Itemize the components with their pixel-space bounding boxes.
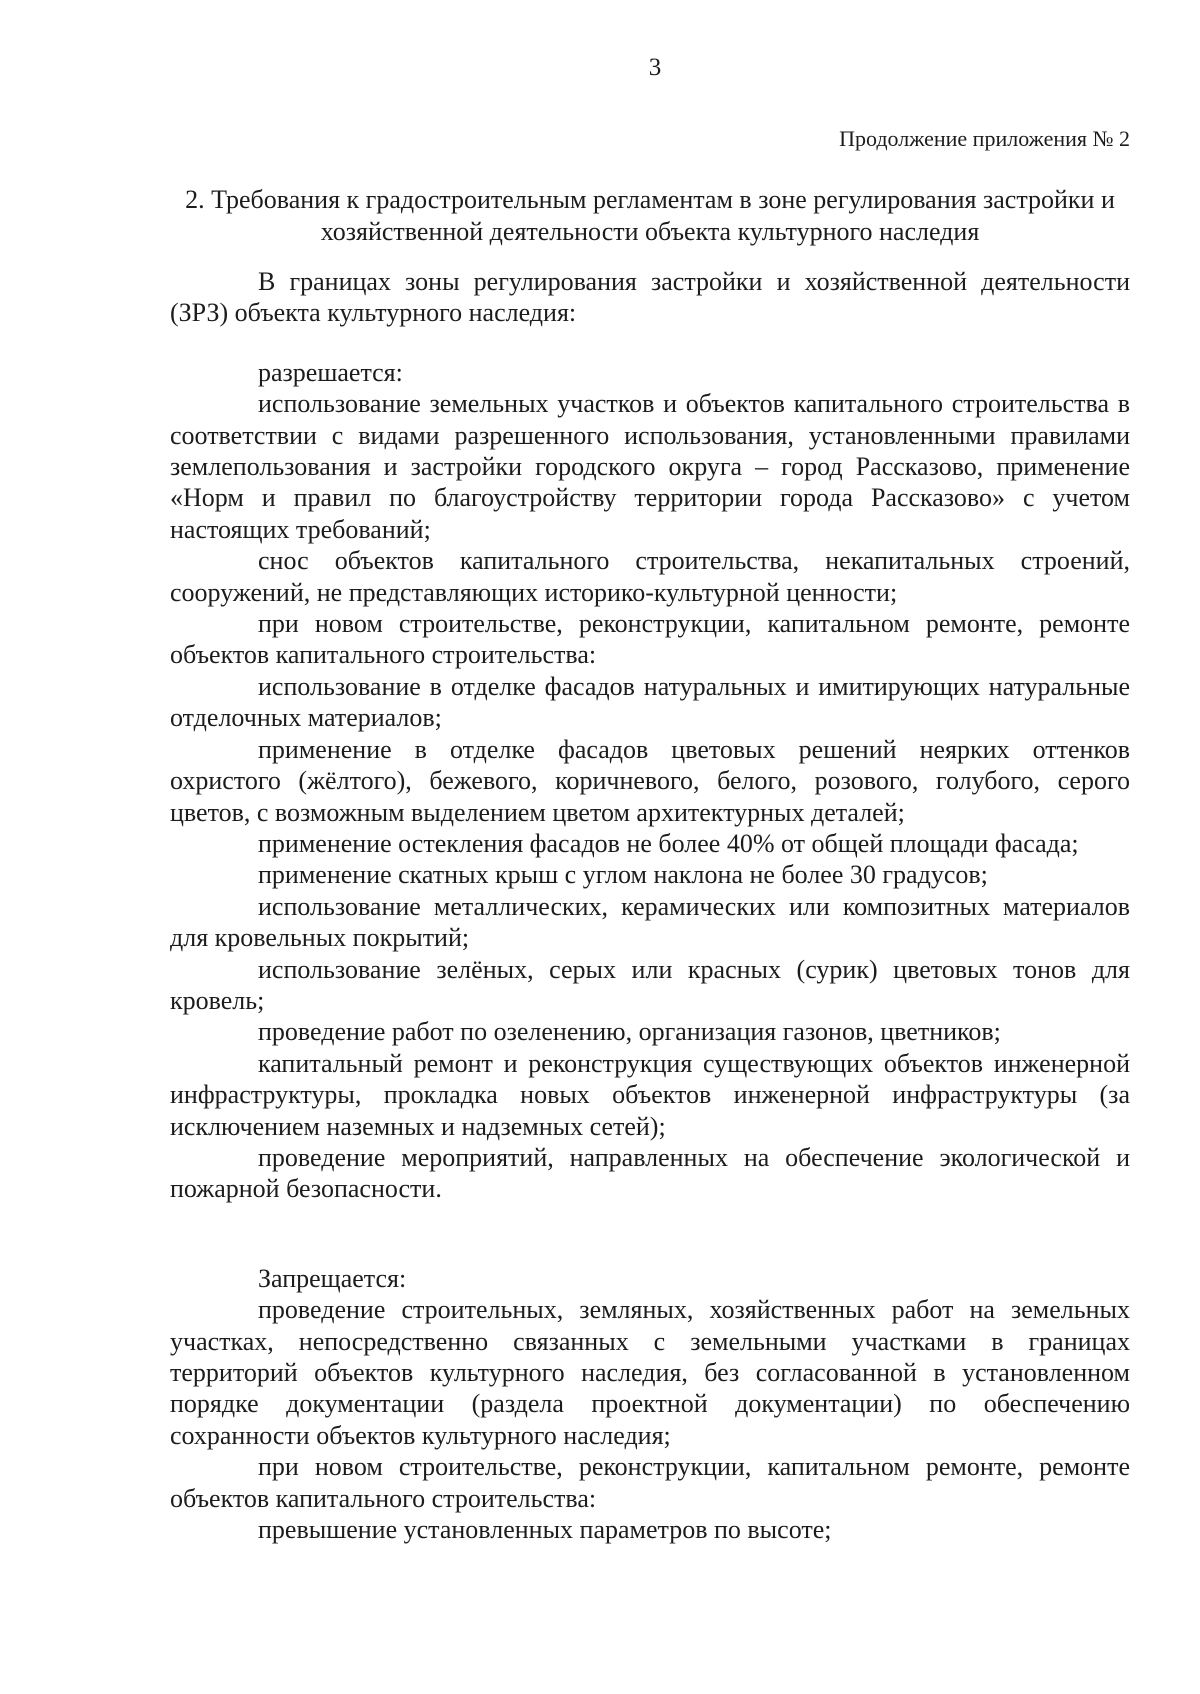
intro-paragraph: В границах зоны регулирования застройки и хозяйственной деятельности (ЗРЗ) объекта культурного наследия:: [170, 267, 1130, 328]
forbidden-label: Запрещается:: [258, 1263, 407, 1293]
forbidden-item: проведение строительных, земляных, хозяйственных работ на земельных участках, непосредственно связанных с земельными участками в границах территорий объектов культурного наследия, без согласованной в установленном порядке документации (раздела проектной документации) по обеспечению сохранности объектов культурного наследия;: [170, 1295, 1130, 1450]
allowed-item: применение в отделке фасадов цветовых решений неярких оттенков охристого (жёлтого), бежевого, коричневого, белого, розового, голубого, серого цветов, с возможным выделением цветом архитектурных деталей;: [170, 734, 1130, 827]
allowed-item: проведение работ по озеленению, организация газонов, цветников;: [258, 1017, 1001, 1047]
allowed-item: применение остекления фасадов не более 40% от общей площади фасада;: [258, 828, 1079, 858]
forbidden-item: превышение установленных параметров по высоте;: [258, 1515, 832, 1545]
allowed-item: применение скатных крыш с углом наклона не более 30 градусов;: [258, 860, 988, 890]
allowed-item: использование в отделке фасадов натуральных и имитирующих натуральные отделочных материалов;: [170, 671, 1130, 733]
allowed-item: использование зелёных, серых или красных (сурик) цветовых тонов для кровель;: [170, 954, 1130, 1015]
allowed-item: использование металлических, керамических или композитных материалов для кровельных покрытий;: [170, 891, 1130, 953]
forbidden-item: при новом строительстве, реконструкции, капитальном ремонте, ремонте объектов капитального строительства:: [170, 1452, 1130, 1513]
section-title: 2. Требования к градостроительным регламентам в зоне регулирования застройки и хозяйственной деятельности объекта культурного наследия: [185, 185, 1115, 246]
allowed-label: разрешается:: [258, 357, 403, 387]
allowed-item: использование земельных участков и объектов капитального строительства в соответствии с видами разрешенного использования, установленными правилами землепользования и застройки городского округа – город Рассказово, применение «Норм и правил по благоустройству территории города Рассказово» с учетом настоящих требований;: [170, 389, 1130, 544]
allowed-item: снос объектов капитального строительства, некапитальных строений, сооружений, не представляющих историко-культурной ценности;: [170, 546, 1130, 607]
allowed-item: при новом строительстве, реконструкции, капитальном ремонте, ремонте объектов капитального строительства:: [170, 609, 1130, 670]
page-number: 3: [648, 54, 662, 81]
appendix-note: Продолжение приложения № 2: [839, 126, 1130, 151]
document-body: [170, 266, 1130, 1545]
allowed-item: капитальный ремонт и реконструкция существующих объектов инженерной инфраструктуры, прокладка новых объектов инженерной инфраструктуры (за исключением наземных и надземных сетей);: [170, 1048, 1130, 1141]
allowed-item: проведение мероприятий, направленных на обеспечение экологической и пожарной безопасности.: [170, 1142, 1130, 1204]
